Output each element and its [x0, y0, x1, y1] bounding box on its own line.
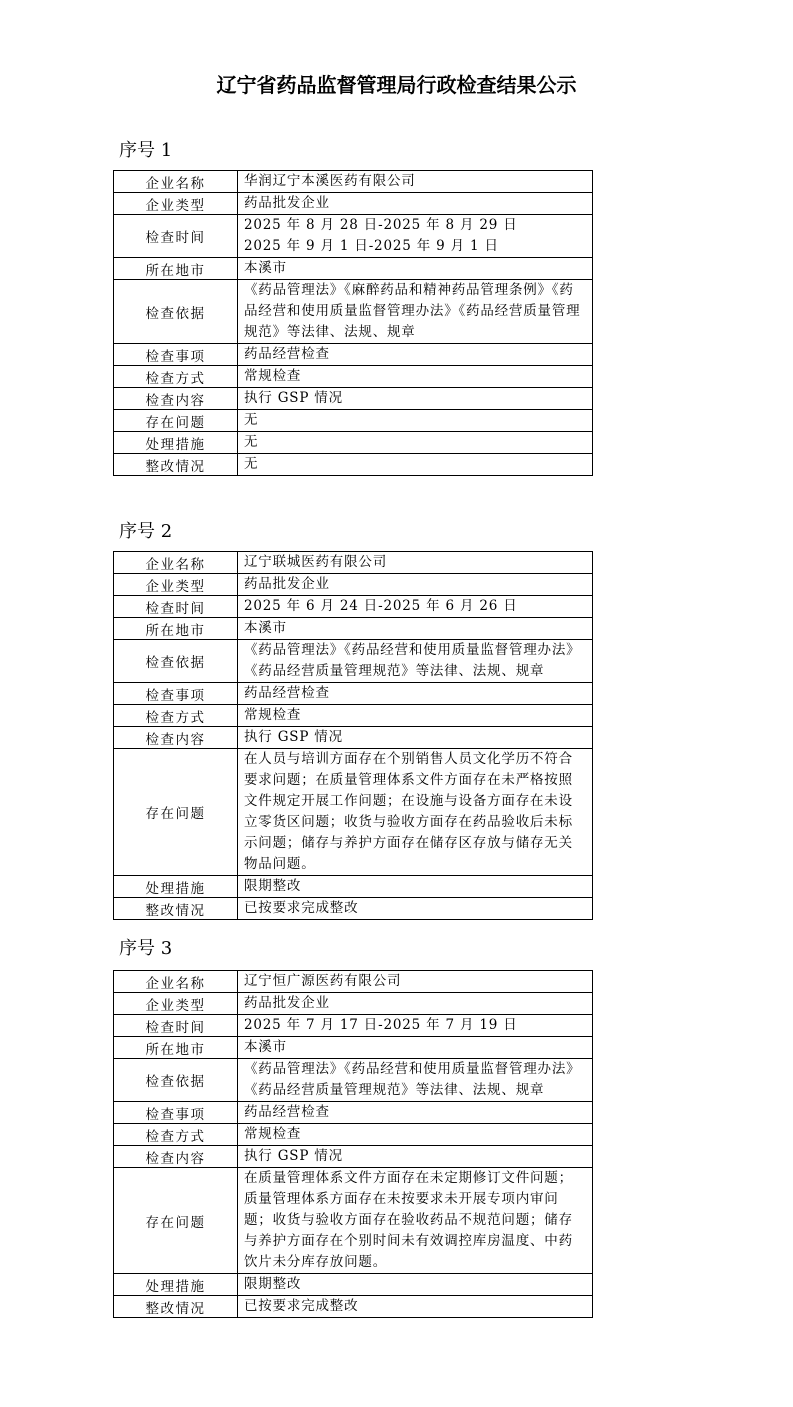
- record-table: [113, 551, 593, 920]
- field-value: [238, 1274, 593, 1296]
- field-value: [238, 344, 593, 366]
- field-value-text: 药品经营检查: [244, 1104, 330, 1120]
- field-value: [238, 410, 593, 432]
- table-row: [114, 1124, 593, 1146]
- field-value: [238, 1037, 593, 1059]
- table-row: [114, 705, 593, 727]
- page-title: 辽宁省药品监督管理局行政检查结果公示: [216, 73, 577, 97]
- table-row: [114, 993, 593, 1015]
- field-value: [238, 898, 593, 920]
- field-value: [238, 1102, 593, 1124]
- field-value-text: 执行 GSP 情况: [244, 729, 343, 745]
- field-value-text: 限期整改: [244, 878, 302, 894]
- table-row: [114, 683, 593, 705]
- table-row: [114, 432, 593, 454]
- field-value: [238, 596, 593, 618]
- field-value-text: 本溪市: [244, 620, 287, 636]
- table-row: [114, 1296, 593, 1318]
- field-label: 检查事项: [114, 1102, 238, 1124]
- field-value-text: 本溪市: [244, 1039, 287, 1055]
- field-value: [238, 1296, 593, 1318]
- field-value: [238, 727, 593, 749]
- field-value: [238, 432, 593, 454]
- table-row: [114, 1102, 593, 1124]
- table-row: [114, 876, 593, 898]
- field-value-text: 无: [244, 434, 259, 450]
- field-value: [238, 876, 593, 898]
- field-label: 检查时间: [114, 1015, 238, 1037]
- table-row: [114, 258, 593, 280]
- field-value: [238, 640, 593, 683]
- field-label: 存在问题: [114, 410, 238, 432]
- field-label: 企业名称: [114, 971, 238, 993]
- field-label: 存在问题: [114, 749, 238, 876]
- field-value: [238, 1015, 593, 1037]
- field-value: [238, 552, 593, 574]
- record-heading: 序号 2: [119, 521, 173, 542]
- field-value: [238, 171, 593, 193]
- field-label: 检查依据: [114, 640, 238, 683]
- field-value: [238, 574, 593, 596]
- field-value-text: 《药品管理法》《药品经营和使用质量监督管理办法》《药品经营质量管理规范》等法律、法规、规章: [244, 1061, 581, 1098]
- table-row: [114, 640, 593, 683]
- field-value: [238, 215, 593, 258]
- field-value-text: 2025 年 7 月 17 日-2025 年 7 月 19 日: [244, 1017, 518, 1033]
- record-table: [113, 970, 593, 1318]
- field-value: [238, 1124, 593, 1146]
- table-row: [114, 574, 593, 596]
- field-value: [238, 258, 593, 280]
- record-heading: 序号 3: [119, 938, 173, 959]
- table-row: [114, 280, 593, 344]
- field-value: [238, 280, 593, 344]
- field-label: 检查方式: [114, 705, 238, 727]
- field-value: [238, 454, 593, 476]
- table-row: [114, 1146, 593, 1168]
- table-row: [114, 215, 593, 258]
- field-label: 企业名称: [114, 552, 238, 574]
- table-row: [114, 1274, 593, 1296]
- field-label: 企业类型: [114, 193, 238, 215]
- field-value-text: 执行 GSP 情况: [244, 390, 343, 406]
- table-row: [114, 618, 593, 640]
- field-value: [238, 388, 593, 410]
- field-value-text: 已按要求完成整改: [244, 900, 359, 916]
- field-label: 检查方式: [114, 366, 238, 388]
- field-value-text: 辽宁联城医药有限公司: [244, 554, 387, 570]
- field-value-text: 2025 年 6 月 24 日-2025 年 6 月 26 日: [244, 598, 518, 614]
- table-row: [114, 1168, 593, 1274]
- field-label: 所在地市: [114, 1037, 238, 1059]
- field-value-text: 常规检查: [244, 368, 302, 384]
- field-label: 检查方式: [114, 1124, 238, 1146]
- field-label: 企业类型: [114, 574, 238, 596]
- field-value: [238, 683, 593, 705]
- table-row: [114, 971, 593, 993]
- field-label: 检查内容: [114, 727, 238, 749]
- table-row: [114, 410, 593, 432]
- field-label: 整改情况: [114, 1296, 238, 1318]
- field-value: [238, 618, 593, 640]
- field-label: 检查事项: [114, 344, 238, 366]
- field-label: 检查内容: [114, 1146, 238, 1168]
- table-row: [114, 366, 593, 388]
- field-value-text: 药品批发企业: [244, 995, 330, 1011]
- field-value-text: 常规检查: [244, 1126, 302, 1142]
- field-label: 检查内容: [114, 388, 238, 410]
- field-value: [238, 193, 593, 215]
- field-value-text: 《药品管理法》《药品经营和使用质量监督管理办法》《药品经营质量管理规范》等法律、法规、规章: [244, 642, 581, 679]
- field-value-text: 药品批发企业: [244, 195, 330, 211]
- field-value-text: 药品批发企业: [244, 576, 330, 592]
- field-value: [238, 705, 593, 727]
- table-row: [114, 171, 593, 193]
- field-value-text: 在质量管理体系文件方面存在未定期修订文件问题；质量管理体系方面存在未按要求未开展专项内审问题；收货与验收方面存在验收药品不规范问题；储存与养护方面存在个别时间未有效调控库房温度、中药饮片未分库存放问题。: [244, 1170, 573, 1270]
- table-row: [114, 193, 593, 215]
- field-value-text: 执行 GSP 情况: [244, 1148, 343, 1164]
- field-value-text: 2025 年 8 月 28 日-2025 年 8 月 29 日: [244, 217, 518, 233]
- field-value: [238, 1059, 593, 1102]
- field-label: 所在地市: [114, 258, 238, 280]
- field-label: 企业名称: [114, 171, 238, 193]
- field-value-text: 在人员与培训方面存在个别销售人员文化学历不符合要求问题；在质量管理体系文件方面存在未严格按照文件规定开展工作问题；在设施与设备方面存在未设立零货区问题；收货与验收方面存在药品验收后未标示问题；储存与养护方面存在储存区存放与储存无关物品问题。: [244, 751, 573, 872]
- field-value-text: 药品经营检查: [244, 685, 330, 701]
- field-value: [238, 1168, 593, 1274]
- table-row: [114, 388, 593, 410]
- table-row: [114, 1037, 593, 1059]
- table-row: [114, 344, 593, 366]
- field-label: 检查依据: [114, 1059, 238, 1102]
- record-table: [113, 170, 593, 476]
- field-value-text: 药品经营检查: [244, 346, 330, 362]
- field-label: 整改情况: [114, 454, 238, 476]
- table-row: [114, 1015, 593, 1037]
- field-value-text: 2025 年 9 月 1 日-2025 年 9 月 1 日: [244, 238, 499, 254]
- field-label: 检查时间: [114, 596, 238, 618]
- field-value-text: 常规检查: [244, 707, 302, 723]
- field-label: 检查依据: [114, 280, 238, 344]
- field-value: [238, 993, 593, 1015]
- field-value-text: 《药品管理法》《麻醉药品和精神药品管理条例》《药品经营和使用质量监督管理办法》《药品经营质量管理规范》等法律、法规、规章: [244, 282, 581, 340]
- record-heading: 序号 1: [119, 140, 173, 161]
- field-value: [238, 971, 593, 993]
- field-value-text: 辽宁恒广源医药有限公司: [244, 973, 402, 989]
- field-value-text: 已按要求完成整改: [244, 1298, 359, 1314]
- field-label: 整改情况: [114, 898, 238, 920]
- field-value-text: 限期整改: [244, 1276, 302, 1292]
- table-row: [114, 596, 593, 618]
- field-value: [238, 749, 593, 876]
- field-label: 处理措施: [114, 876, 238, 898]
- table-row: [114, 552, 593, 574]
- field-value-text: 无: [244, 456, 259, 472]
- field-value-text: 无: [244, 412, 259, 428]
- field-label: 处理措施: [114, 1274, 238, 1296]
- table-row: [114, 749, 593, 876]
- field-label: 检查事项: [114, 683, 238, 705]
- table-row: [114, 454, 593, 476]
- table-row: [114, 1059, 593, 1102]
- table-row: [114, 898, 593, 920]
- field-label: 处理措施: [114, 432, 238, 454]
- field-value: [238, 1146, 593, 1168]
- field-label: 检查时间: [114, 215, 238, 258]
- field-value-text: 本溪市: [244, 260, 287, 276]
- field-value-text: 华润辽宁本溪医药有限公司: [244, 173, 416, 189]
- field-label: 企业类型: [114, 993, 238, 1015]
- table-row: [114, 727, 593, 749]
- field-label: 存在问题: [114, 1168, 238, 1274]
- field-label: 所在地市: [114, 618, 238, 640]
- field-value: [238, 366, 593, 388]
